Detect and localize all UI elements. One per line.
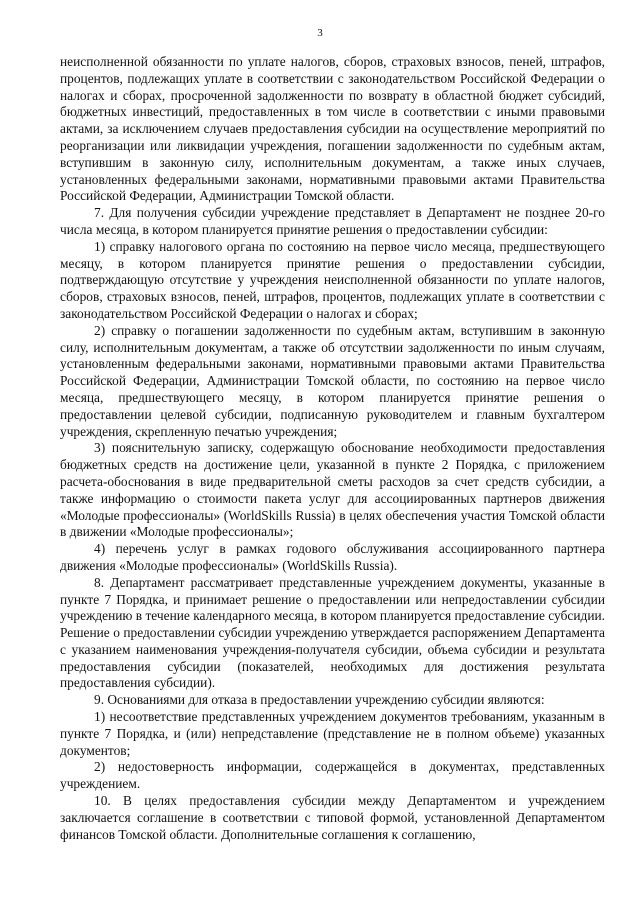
document-body	[60, 54, 605, 843]
paragraph: неисполненной обязанности по уплате налогов, сборов, страховых взносов, пеней, штрафов, процентов, подлежащих уплате в соответствии с законодательством Российской Федерации о налогах и сборах, просроченной задолженности по возврату в областной бюджет субсидий, бюджетных инвестиций, предоставленных в том числе в соответствии с иными правовыми актами, за исключением случаев предоставления субсидии на осуществление мероприятий по реорганизации или ликвидации учреждения, погашении задолженности по судебным актам, вступившим в законную силу, исполнительным документам, а также иных случаев, установленных федеральными законами, нормативными правовыми актами Правительства Российской Федерации, Администрации Томской области.	[60, 54, 605, 204]
paragraph: 8. Департамент рассматривает представленные учреждением документы, указанные в пункте 7 Порядка, и принимает решение о предоставлении или непредоставлении субсидии учреждению в течение календарного месяца, в котором планируется предоставление субсидии. Решение о предоставлении субсидии учреждению утверждается распоряжением Департамента с указанием наименования учреждения-получателя субсидии, объема субсидии и результата предоставления субсидии (показателей, необходимых для достижения результата предоставления субсидии).	[60, 574, 605, 691]
page-number: 3	[317, 27, 323, 39]
paragraph: 2) недостоверность информации, содержащейся в документах, представленных учреждением.	[60, 759, 605, 792]
paragraph: 9. Основаниями для отказа в предоставлении учреждению субсидии являются:	[94, 692, 545, 708]
paragraph: 2) справку о погашении задолженности по судебным актам, вступившим в законную силу, исполнительным документам, а также об отсутствии задолженности по иным случаям, установленным федеральными законами, нормативными правовыми актами Правительства Российской Федерации, Администрации Томской области, по состоянию на первое число месяца, предшествующего месяцу, в котором планируется принятие решения о предоставлении целевой субсидии, подписанную руководителем и главным бухгалтером учреждения, скрепленную печатью учреждения;	[60, 322, 605, 439]
paragraph: 4) перечень услуг в рамках годового обслуживания ассоциированного партнера движения «Молодые профессионалы» (WorldSkills Russia).	[60, 541, 605, 573]
paragraph: 3) пояснительную записку, содержащую обоснование необходимости предоставления бюджетных средств на достижение цели, указанной в пункте 2 Порядка, с приложением расчета-обоснования в виде предварительной сметы расходов за счет средств субсидии, а также информацию о стоимости пакета услуг для ассоциированных партнеров движения «Молодые профессионалы» (WorldSkills Russia) в целях обеспечения участия Томской области в движении «Молодые профессионалы»;	[60, 440, 605, 540]
paragraph: 7. Для получения субсидии учреждение представляет в Департамент не позднее 20-го числа месяца, в котором планируется принятие решения о предоставлении субсидии:	[60, 205, 605, 237]
paragraph: 10. В целях предоставления субсидии между Департаментом и учреждением заключается соглашение в соответствии с типовой формой, установленной Департаментом финансов Томской области. Дополнительные соглашения к соглашению,	[60, 793, 605, 842]
paragraph: 1) несоответствие представленных учреждением документов требованиям, указанным в пункте 7 Порядка, и (или) непредставление (представление не в полном объеме) указанных документов;	[60, 709, 605, 758]
paragraph: 1) справку налогового органа по состоянию на первое число месяца, предшествующего месяцу, в котором планируется принятие решения о предоставлении субсидии, подтверждающую отсутствие у учреждения неисполненной обязанности по уплате налогов, сборов, страховых взносов, пеней, штрафов, процентов, подлежащих уплате в соответствии с законодательством Российской Федерации о налогах и сборах;	[60, 238, 605, 321]
